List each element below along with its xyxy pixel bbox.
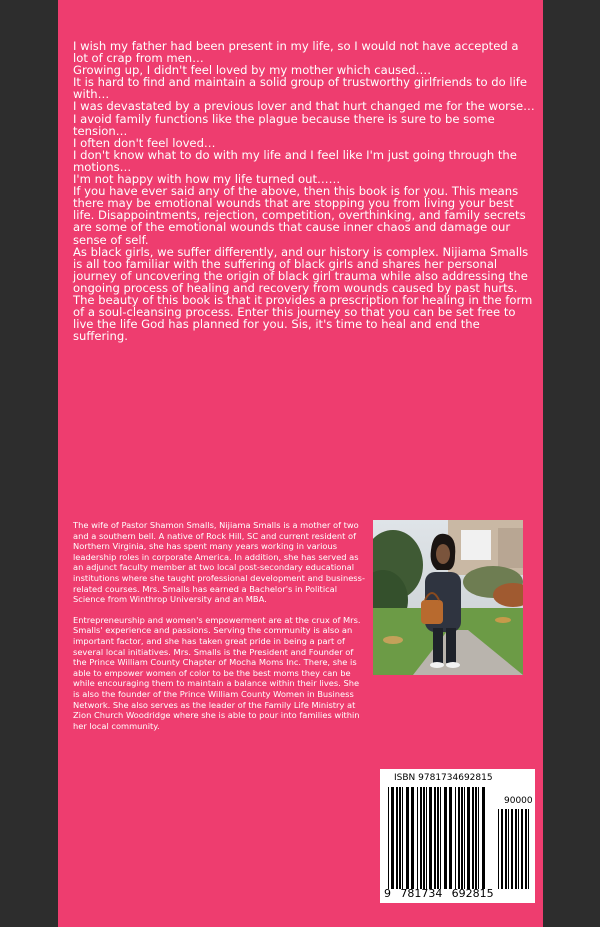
blurb-paragraph: If you have ever said any of the above, then this book is for you. This means there may be emotional wounds that are stopping you from living your best life. Disappointments, rejection, competition, overthinking, and family secrets are some of the emotional wounds that cause inner chaos and damage our sense of self. bbox=[73, 184, 526, 247]
back-cover-blurb bbox=[73, 40, 535, 342]
barcode-digit-group: 9 bbox=[384, 887, 391, 900]
barcode-digit-group: 781734 bbox=[400, 887, 443, 900]
price-barcode bbox=[498, 809, 532, 889]
barcode-digit-spacer bbox=[503, 887, 531, 900]
author-bio bbox=[73, 520, 365, 741]
barcode-digits bbox=[384, 887, 531, 900]
isbn-barcode-box bbox=[380, 769, 535, 903]
right-page-edge bbox=[543, 0, 600, 927]
blurb-line: I wish my father had been present in my life, so I would not have accepted a lot of crap from men… bbox=[73, 39, 519, 66]
author-photo-illustration bbox=[373, 520, 523, 675]
bio-paragraph: The wife of Pastor Shamon Smalls, Nijiama Smalls is a mother of two and a southern bell. A native of Rock Hill, SC and current resident of Northern Virginia, she has spent many years working in various leadership roles in corporate America. In addition, she has served as an adjunct faculty member at two local post-secondary educational institutions where she taught professional development and business-related courses. Mrs. Smalls has earned a Bachelor's in Political Science from Winthrop University and an MBA. bbox=[73, 520, 365, 605]
left-page-edge bbox=[0, 0, 58, 927]
blurb-line: It is hard to find and maintain a solid group of trustworthy girlfriends to do life with… bbox=[73, 75, 528, 102]
blurb-line: Growing up, I didn't feel loved by my mother which caused…. bbox=[73, 63, 431, 78]
isbn-label: ISBN 9781734692815 bbox=[394, 773, 493, 783]
blurb-line: I don't know what to do with my life and I feel like I'm just going through the motions… bbox=[73, 147, 517, 174]
price-code: 90000 bbox=[504, 796, 533, 806]
blurb-paragraph: As black girls, we suffer differently, and our history is complex. Nijiama Smalls is all too familiar with the suffering of black girls and shares her personal journey of uncovering the origin of black girl trauma while also addressing the ongoing process of healing and recovery from wounds caused by past hurts. bbox=[73, 244, 529, 295]
blurb-line: I was devastated by a previous lover and that hurt changed me for the worse… bbox=[73, 99, 535, 114]
blurb-paragraph: The beauty of this book is that it provides a prescription for healing in the form of a soul-cleansing process. Enter this journey so that you can be set free to live the life God has planned for you. Sis, it's time to heal and end the suffering. bbox=[73, 292, 533, 344]
blurb-line: I'm not happy with how my life turned out…… bbox=[73, 172, 341, 187]
author-photo bbox=[373, 520, 523, 675]
barcode-digit-group: 692815 bbox=[451, 887, 494, 900]
blurb-line: I often don't feel loved… bbox=[73, 135, 216, 150]
bio-paragraph: Entrepreneurship and women's empowerment are at the crux of Mrs. Smalls' experience and passions. Serving the community is also an important factor, and she has taken great pride in being a part of several local initiatives. Mrs. Smalls is the President and Founder of the Prince William County Chapter of Mocha Moms Inc. There, she is able to empower women of color to be the best moms they can be while encouraging them to maintain a balance within their lives. She is also the founder of the Prince William County Women in Business Network. She also serves as the leader of the Family Life Ministry at Zion Church Woodridge where she is able to pour into families within her local community. bbox=[73, 614, 361, 731]
isbn-barcode bbox=[388, 787, 488, 889]
blurb-line: I avoid family functions like the plague because there is sure to be some tension… bbox=[73, 111, 495, 138]
